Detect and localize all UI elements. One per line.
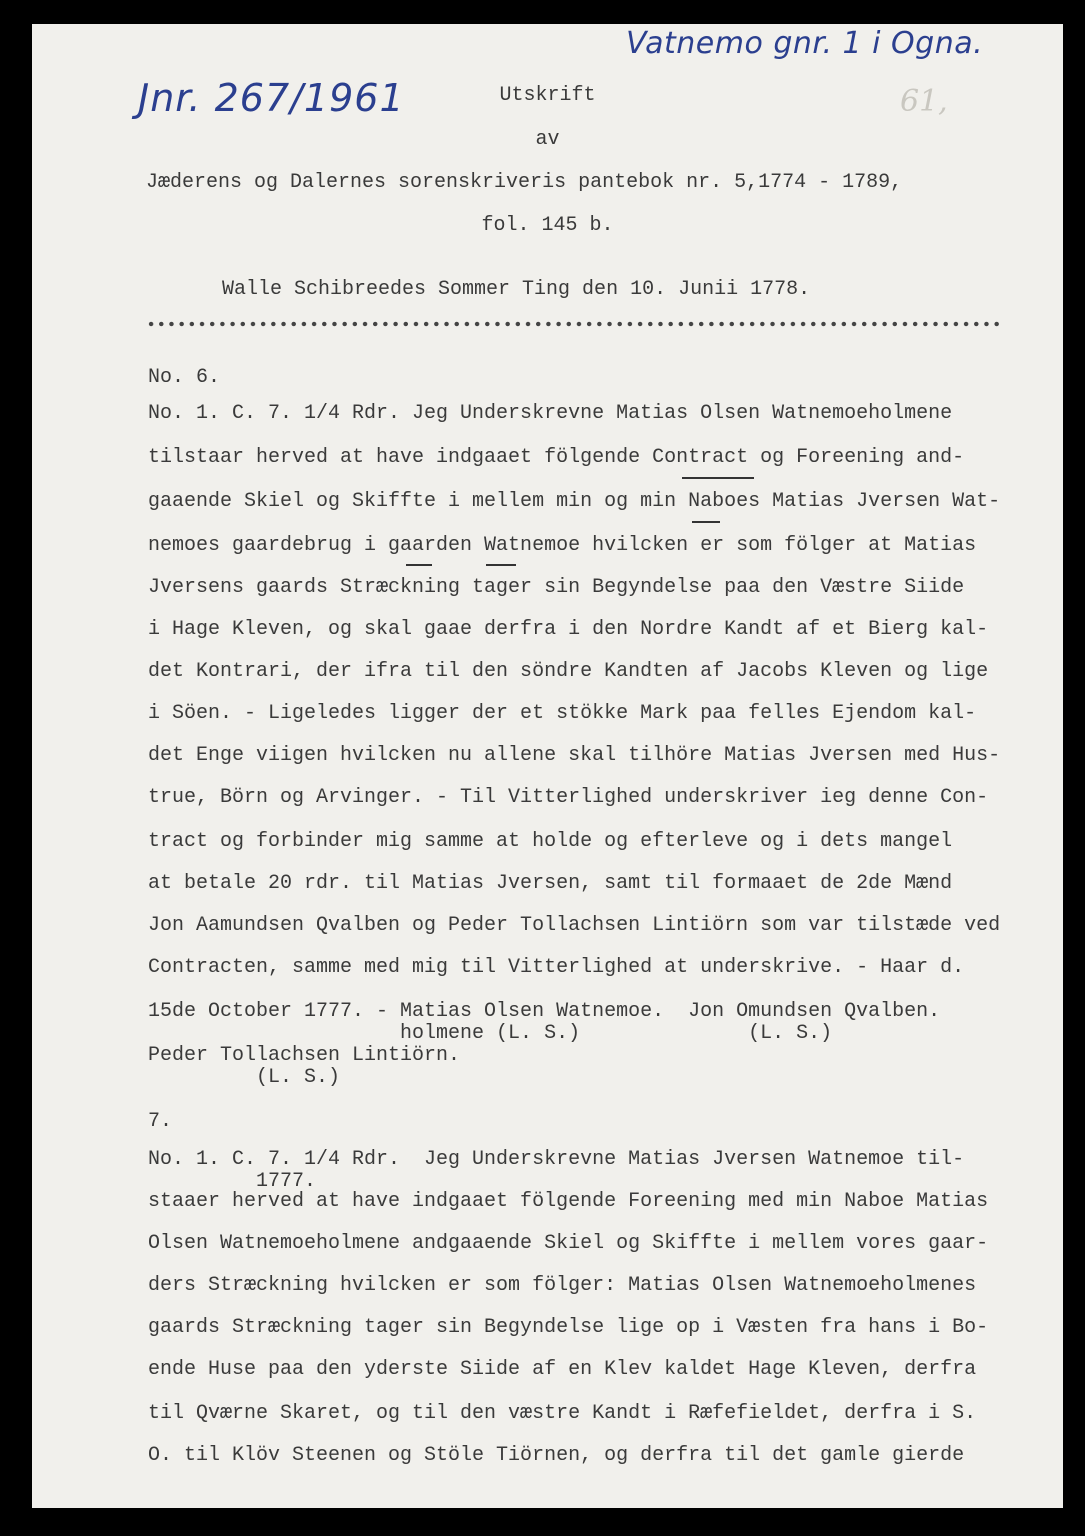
text-line: det Kontrari, der ifra til den söndre Kandten af Jacobs Kleven og lige bbox=[148, 660, 989, 683]
entry-number: 7. bbox=[148, 1110, 173, 1133]
document-page bbox=[32, 24, 1063, 1508]
pencil-underline bbox=[406, 564, 432, 566]
header-source: Jæderens og Dalernes sorenskriveris pantebok nr. 5,1774 - 1789, bbox=[146, 171, 903, 194]
faint-page-number: 61, bbox=[900, 84, 948, 119]
text-line: No. 1. C. 7. 1/4 Rdr. Jeg Underskrevne Matias Olsen Watnemoeholmene bbox=[148, 402, 953, 425]
text-line: No. 1. C. 7. 1/4 Rdr. Jeg Underskrevne Matias Jversen Watnemoe til- bbox=[148, 1148, 965, 1171]
text-line: Jon Aamundsen Qvalben og Peder Tollachsen Lintiörn som var tilstæde ved bbox=[148, 914, 1001, 937]
entry-number: No. 6. bbox=[148, 366, 221, 389]
handwritten-journal-number: Jnr. 267/1961 bbox=[138, 76, 405, 120]
text-line: tilstaar herved at have indgaaet fölgende Contract og Foreening and- bbox=[148, 446, 965, 469]
text-line: O. til Klöv Steenen og Stöle Tiörnen, og derfra til det gamle gierde bbox=[148, 1444, 965, 1467]
text-line: tract og forbinder mig samme at holde og efterleve og i dets mangel bbox=[148, 830, 953, 853]
pencil-underline bbox=[682, 477, 754, 479]
text-line: Olsen Watnemoeholmene andgaaende Skiel og Skiffte i mellem vores gaar- bbox=[148, 1232, 989, 1255]
pencil-underline bbox=[692, 521, 720, 523]
header-folio: fol. 145 b. bbox=[481, 214, 614, 237]
text-line: true, Börn og Arvinger. - Til Vitterlighed underskriver ieg denne Con- bbox=[148, 786, 989, 809]
text-line: i Söen. - Ligeledes ligger der et stökke Mark paa felles Ejendom kal- bbox=[148, 702, 977, 725]
session-heading: Walle Schibreedes Sommer Ting den 10. Junii 1778. bbox=[222, 278, 811, 301]
text-line: Jversens gaards Stræckning tager sin Begyndelse paa den Væstre Siide bbox=[148, 576, 965, 599]
signature-line: Peder Tollachsen Lintiörn. bbox=[148, 1044, 461, 1067]
signature-line: holmene (L. S.) (L. S.) bbox=[148, 1022, 833, 1045]
text-line: ende Huse paa den yderste Siide af en Klev kaldet Hage Kleven, derfra bbox=[148, 1358, 977, 1381]
pencil-underline bbox=[486, 564, 516, 566]
text-line: nemoes gaardebrug i gaarden Watnemoe hvilcken er som fölger at Matias bbox=[148, 534, 977, 557]
handwritten-property-note: Vatnemo gnr. 1 i Ogna. bbox=[626, 26, 984, 61]
dotted-separator bbox=[146, 320, 1004, 328]
text-line: Contracten, samme med mig til Vitterlighed at underskrive. - Haar d. bbox=[148, 956, 965, 979]
text-line: ders Stræckning hvilcken er som fölger: Matias Olsen Watnemoeholmenes bbox=[148, 1274, 977, 1297]
text-line: det Enge viigen hvilcken nu allene skal tilhöre Matias Jversen med Hus- bbox=[148, 744, 1001, 767]
text-line: til Qværne Skaret, og til den væstre Kandt i Ræfefieldet, derfra i S. bbox=[148, 1402, 977, 1425]
text-line: staaer herved at have indgaaet fölgende Foreening med min Naboe Matias bbox=[148, 1190, 989, 1213]
signature-line: 15de October 1777. - Matias Olsen Watnemoe. Jon Omundsen Qvalben. bbox=[148, 1000, 941, 1023]
text-line: i Hage Kleven, og skal gaae derfra i den Nordre Kandt af et Bierg kal- bbox=[148, 618, 989, 641]
header-av: av bbox=[535, 128, 560, 151]
text-line: gaards Stræckning tager sin Begyndelse lige op i Væsten fra hans i Bo- bbox=[148, 1316, 989, 1339]
text-line: at betale 20 rdr. til Matias Jversen, samt til formaaet de 2de Mænd bbox=[148, 872, 953, 895]
signature-line: (L. S.) bbox=[148, 1066, 341, 1089]
header-title: Utskrift bbox=[499, 84, 596, 107]
year-note: 1777. bbox=[256, 1170, 317, 1193]
text-line: gaaende Skiel og Skiffte i mellem min og min Naboes Matias Jversen Wat- bbox=[148, 490, 1001, 513]
